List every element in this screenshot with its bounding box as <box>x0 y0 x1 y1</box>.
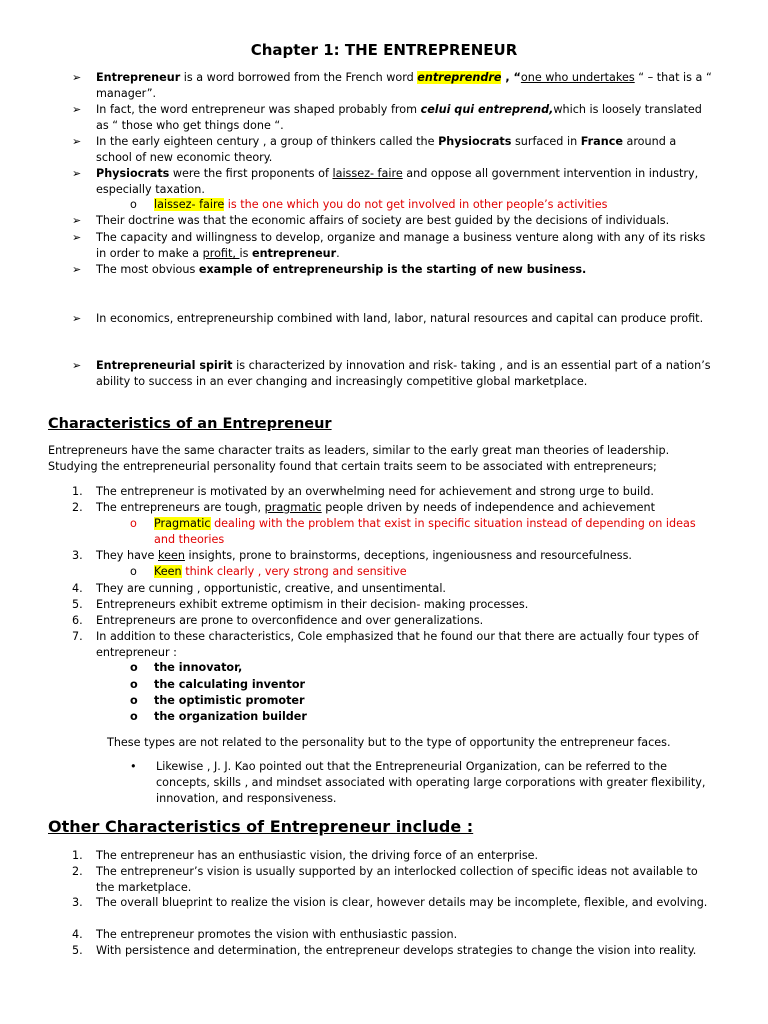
circle-bullet-icon: o <box>130 517 137 530</box>
numbered-item: 3. They have keen insights, prone to brainstorms, deceptions, ingeniousness and resourcefulness. <box>72 549 632 562</box>
numbered-item: 5. Entrepreneurs exhibit extreme optimism in their decision- making processes. <box>72 598 529 611</box>
circle-bullet-icon: o <box>130 198 137 211</box>
circle-bullet-icon: o <box>130 678 138 691</box>
numbered-item: 2. The entrepreneurs are tough, pragmatic people driven by needs of independence and achievement <box>72 501 656 514</box>
circle-bullet-icon: o <box>130 694 138 707</box>
list-item: ➢ The capacity and willingness to develop, organize and manage a business venture along with any of its risks in order to make a profit, is entrepreneur. <box>72 231 706 260</box>
type-item: o the innovator, <box>130 661 243 674</box>
sub-list-item: o Pragmatic dealing with the problem that exist in specific situation instead of depending on ideas and theories <box>130 517 696 546</box>
circle-bullet-icon: o <box>130 710 138 723</box>
numbered-item: 7. In addition to these characteristics, Cole emphasized that he found our that there are actually four types of entrepreneur : <box>72 630 699 659</box>
chapter-title: Chapter 1: THE ENTREPRENEUR <box>250 41 518 59</box>
numbered-item: 5. With persistence and determination, the entrepreneur develops strategies to change the vision into reality. <box>72 944 697 957</box>
list-item: ➢ In fact, the word entrepreneur was shaped probably from celui qui entreprend,which is loosely translated as “ those who get things done “. <box>72 103 702 132</box>
section-paragraph: Entrepreneurs have the same character traits as leaders, similar to the early great man theories of leadership. Studying the entrepreneurial personality found that certain traits seem to be associated with entrepreneurs; <box>48 444 670 473</box>
arrow-bullet-icon: ➢ <box>72 231 82 244</box>
circle-bullet-icon: o <box>130 661 138 674</box>
arrow-bullet-icon: ➢ <box>72 167 82 180</box>
list-item: ➢ Entrepreneurial spirit is characterized by innovation and risk- taking , and is an essential part of a nation’s ability to success in an ever changing and increasingly competitive global marketplace. <box>72 359 711 388</box>
sub-list-item: o laissez- faire is the one which you do not get involved in other people’s activities <box>130 198 608 211</box>
list-item: ➢ The most obvious example of entrepreneurship is the starting of new business. <box>72 263 587 276</box>
arrow-bullet-icon: ➢ <box>72 103 82 116</box>
section-heading: Other Characteristics of Entrepreneur include : <box>48 817 474 836</box>
list-item: ➢ In economics, entrepreneurship combined with land, labor, natural resources and capital can produce profit. <box>72 312 704 325</box>
numbered-item: 1. The entrepreneur has an enthusiastic vision, the driving force of an enterprise. <box>72 849 539 862</box>
circle-bullet-icon: o <box>130 565 137 578</box>
numbered-item: 2. The entrepreneur’s vision is usually supported by an interlocked collection of specific ideas not available to the marketplace. <box>72 865 698 894</box>
list-item: ➢ In the early eighteen century , a group of thinkers called the Physiocrats surfaced in France around a school of new economic theory. <box>72 135 677 164</box>
arrow-bullet-icon: ➢ <box>72 135 82 148</box>
numbered-item: 1. The entrepreneur is motivated by an overwhelming need for achievement and strong urge to build. <box>72 485 654 498</box>
list-item: ➢ Entrepreneur is a word borrowed from the French word entreprendre , “one who undertakes “ – that is a “ manager”. <box>72 71 712 100</box>
list-item: ➢ Their doctrine was that the economic affairs of society are best guided by the decisions of individuals. <box>72 214 670 227</box>
section-heading: Characteristics of an Entrepreneur <box>48 416 332 432</box>
arrow-bullet-icon: ➢ <box>72 263 82 276</box>
type-item: o the calculating inventor <box>130 678 306 691</box>
numbered-item: 6. Entrepreneurs are prone to overconfidence and over generalizations. <box>72 614 484 627</box>
numbered-item: 4. They are cunning , opportunistic, creative, and unsentimental. <box>72 582 446 595</box>
arrow-bullet-icon: ➢ <box>72 71 82 84</box>
arrow-bullet-icon: ➢ <box>72 359 82 372</box>
arrow-bullet-icon: ➢ <box>72 312 82 325</box>
types-note: These types are not related to the personality but to the type of opportunity the entrepreneur faces. <box>107 736 671 749</box>
dot-bullet-icon: • <box>130 760 137 773</box>
type-item: o the optimistic promoter <box>130 694 305 707</box>
type-item: o the organization builder <box>130 710 307 723</box>
bullet-item: • Likewise , J. J. Kao pointed out that the Entrepreneurial Organization, can be referred to the concepts, skills , and mindset associated with operating large corporations with greater flexibility, innovation, and responsiveness. <box>130 760 706 805</box>
arrow-bullet-icon: ➢ <box>72 214 82 227</box>
sub-list-item: o Keen think clearly , very strong and sensitive <box>130 565 407 578</box>
numbered-item: 4. The entrepreneur promotes the vision with enthusiastic passion. <box>72 928 458 941</box>
numbered-item: 3. The overall blueprint to realize the vision is clear, however details may be incomplete, flexible, and evolving. <box>72 896 708 909</box>
list-item: ➢ Physiocrats were the first proponents of laissez- faire and oppose all government intervention in industry, especially taxation. <box>72 167 699 196</box>
